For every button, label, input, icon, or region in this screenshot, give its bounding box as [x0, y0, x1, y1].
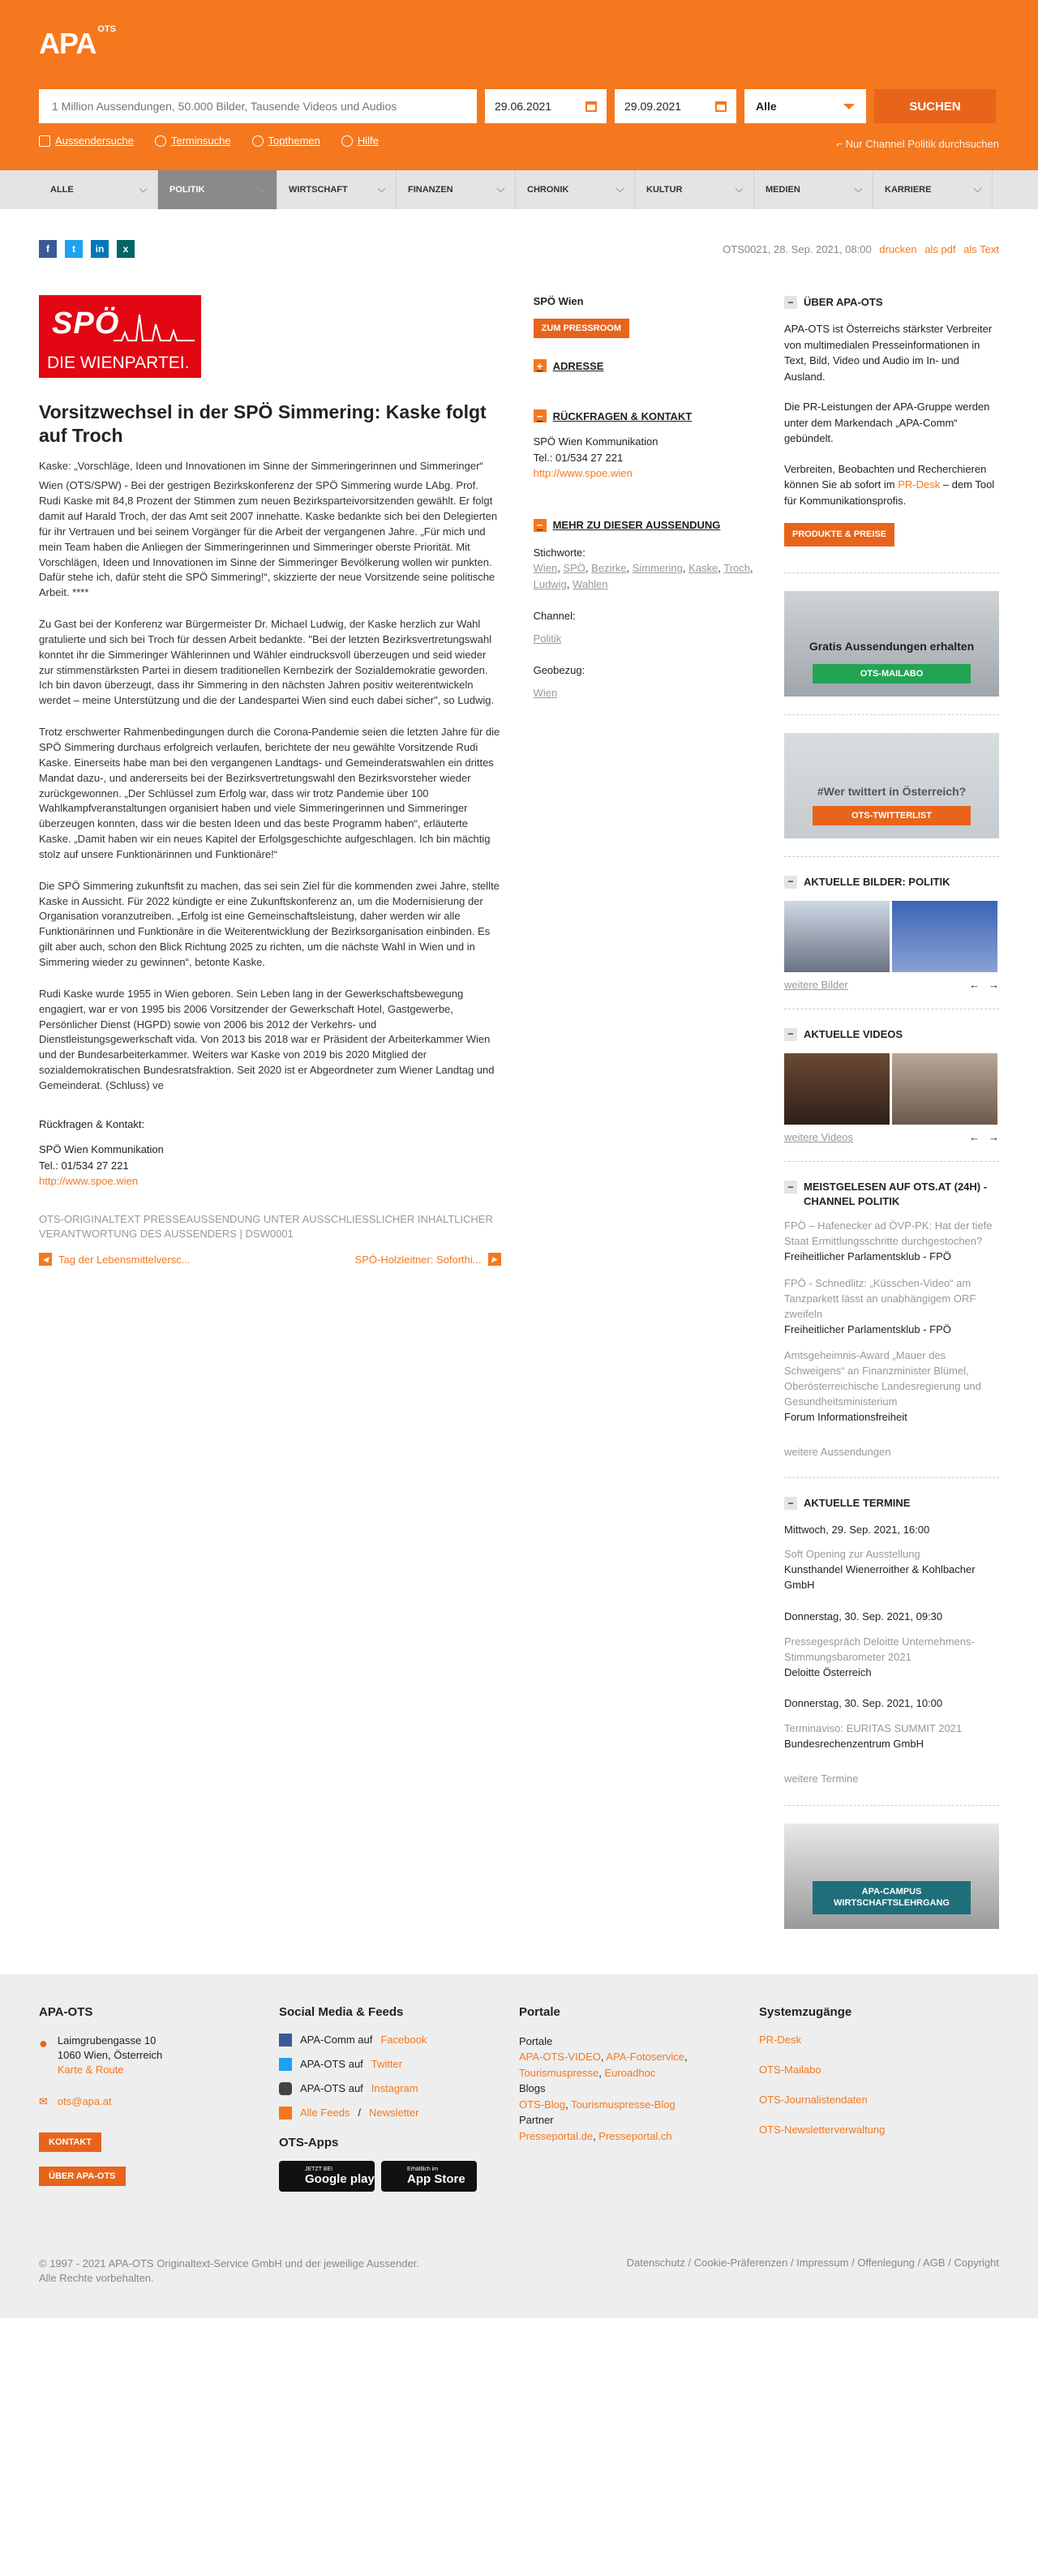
info-icon [341, 135, 353, 147]
spo-logo-line2: DIE WIENPARTEI. [47, 354, 190, 372]
divider [784, 856, 999, 857]
footer-apa [39, 2005, 279, 2192]
about-title: ÜBER APA-OTS [804, 296, 883, 308]
event-title[interactable]: Soft Opening zur Ausstellung [784, 1548, 920, 1561]
channel-label: Channel: [533, 610, 576, 622]
events-title: AKTUELLE TERMINE [804, 1497, 911, 1510]
calendar-icon [715, 101, 727, 112]
most-read-header[interactable] [784, 1180, 999, 1209]
facebook-icon[interactable]: f [39, 240, 57, 258]
copyright-line1: © 1997 - 2021 APA-OTS Originaltext-Service GmbH und der jeweilige Aussender. [39, 2257, 419, 2270]
event-title[interactable]: Pressegespräch Deloitte Unternehmens-Stimmungsbarometer 2021 [784, 1635, 975, 1663]
pdf-link[interactable]: als pdf [924, 242, 956, 255]
footer-systems [759, 2005, 999, 2192]
article-contact [39, 1117, 501, 1189]
apa-ots-logo[interactable] [39, 24, 116, 58]
tab-label: FINANZEN [408, 185, 453, 195]
contact-name: SPÖ Wien Kommunikation [39, 1143, 164, 1156]
sender-contact-tel: Tel.: 01/534 27 221 [533, 451, 624, 464]
date-to-value: 29.09.2021 [624, 100, 682, 113]
about-header[interactable] [784, 295, 999, 310]
image-thumb[interactable] [784, 901, 890, 972]
next-article-link[interactable] [355, 1253, 501, 1266]
system-link[interactable]: PR-Desk [759, 2033, 802, 2046]
keywords-label: Stichworte: [533, 546, 585, 559]
more-events-link[interactable]: weitere Termine [784, 1772, 859, 1785]
copyright-row [39, 2257, 999, 2286]
terminsuche-label: Terminsuche [170, 135, 231, 147]
social-row [279, 2082, 519, 2095]
minus-icon: − [784, 876, 797, 889]
terminsuche-link[interactable] [155, 135, 231, 147]
print-link[interactable]: drucken [879, 242, 917, 255]
chevron-down-icon [855, 184, 863, 192]
badge-big: App Store [407, 2171, 465, 2186]
tab-label: KARRIERE [885, 185, 932, 195]
image-thumb[interactable] [892, 901, 997, 972]
video-thumbs [784, 1053, 999, 1125]
blog-link[interactable]: OTS-Blog [519, 2098, 566, 2111]
keyword-link[interactable]: SPÖ [563, 562, 585, 574]
article-paragraph: Wien (OTS/SPW) - Bei der gestrigen Bezirkskonferenz der SPÖ Simmering wurde LAbg. Prof. Rudi Kaske mit 84,8 Prozent der Stimmen zum neuen Bezirksparteivorsitzenden gewählt. Er folgt damit auf Harald Troch, der das Amt seit 2007 innehatte. Kaske bedankte sich bei den Delegierten für ihr Vertrauen und bei seinem Vorgänger für die Arbeit der vergangenen Jahre. „Für mich und mein Team haben die Anliegen der Simmeringerinnen und Simmeringer oberste Priorität. Mit Vorschlägen, Ideen und Innovationen im Sinne der Simmeringer Bevölkerung wollen wir punkten. Dafür stehe ich, dafür steht die SPÖ Simmering!“, skizzierte der neue Vorsitzende seine politische Arbeit. **** [39, 479, 498, 599]
minus-icon: − [784, 296, 797, 309]
more-label: MEHR ZU DIESER AUSSENDUNG [552, 519, 721, 531]
sender-contact [534, 434, 754, 482]
logo-text: APA [39, 27, 97, 60]
channel-only-checkbox[interactable]: ⌐ Nur Channel Politik durchsuchen [836, 138, 999, 150]
social-pre: APA-OTS auf [300, 2081, 363, 2094]
disclaimer: OTS-ORIGINALTEXT PRESSEAUSSENDUNG UNTER AUSSCHLIESSLICHER INHALTLICHER VERANTWORTUNG DES AUSSENDERS | DSW0001 [39, 1212, 493, 1240]
portal-link[interactable]: APA-Fotoservice [606, 2051, 684, 2064]
promo-text: #Wer twittert in Österreich? [817, 784, 967, 798]
tab-label: POLITIK [169, 185, 205, 195]
sender-contact-url[interactable]: http://www.spoe.wien [533, 467, 633, 479]
events-header[interactable] [784, 1496, 999, 1511]
keyword-link[interactable]: Simmering [632, 562, 683, 574]
about-text [784, 321, 999, 546]
tab-chronik[interactable] [516, 170, 635, 209]
pressroom-button[interactable]: ZUM PRESSROOM [534, 319, 629, 338]
chevron-down-icon [378, 184, 386, 192]
legal-link[interactable]: Offenlegung [857, 2256, 915, 2269]
blog-link[interactable]: Tourismuspresse-Blog [571, 2098, 676, 2111]
mailabo-promo[interactable] [784, 591, 999, 697]
linkedin-icon[interactable]: in [91, 240, 109, 258]
pr-desk-link[interactable]: PR-Desk [898, 478, 941, 491]
aussendersuche-link[interactable] [39, 135, 134, 147]
share-buttons [39, 240, 135, 258]
calendar-icon [585, 101, 597, 112]
portal-link[interactable]: Tourismuspresse [519, 2066, 599, 2079]
about-button[interactable]: ÜBER APA-OTS [39, 2167, 126, 2186]
more-toggle[interactable] [534, 519, 754, 532]
event-date: Mittwoch, 29. Sep. 2021, 16:00 [784, 1523, 930, 1536]
images-title: AKTUELLE BILDER: POLITIK [804, 875, 950, 888]
partner-link[interactable]: Presseportal.ch [598, 2129, 672, 2142]
footer-title: Systemzugänge [759, 2004, 852, 2019]
email-link[interactable]: ots@apa.at [57, 2095, 112, 2108]
aussendersuche-label: Aussendersuche [55, 135, 134, 147]
legal-link[interactable]: Cookie-Präferenzen [693, 2256, 788, 2269]
keyword-link[interactable]: Wahlen [573, 577, 608, 590]
article-meta [723, 243, 999, 255]
contact-button[interactable]: KONTAKT [39, 2132, 101, 2152]
about-p2: Die PR-Leistungen der APA-Gruppe werden unter dem Markendach „APA-Comm“ gebündelt. [784, 401, 990, 445]
hilfe-label: Hilfe [357, 135, 379, 147]
tab-label: WIRTSCHAFT [289, 185, 348, 195]
contact-tel: Tel.: 01/534 27 221 [39, 1159, 129, 1172]
geo-label: Geobezug: [533, 664, 585, 676]
arrow-left-icon: ◀ [39, 1253, 52, 1266]
badge-small: Erhältlich im [407, 2166, 439, 2172]
facebook-link[interactable]: Facebook [380, 2033, 427, 2046]
carousel-arrows [969, 979, 999, 991]
contact-label: RÜCKFRAGEN & KONTAKT [552, 409, 693, 422]
minus-icon: − [534, 409, 547, 422]
divider [784, 714, 999, 715]
address-line1: Laimgrubengasse 10 [57, 2034, 157, 2047]
minus-icon: − [784, 1181, 797, 1194]
carousel-arrows [969, 1131, 999, 1143]
footer-social [279, 2005, 519, 2192]
tab-label: MEDIEN [766, 185, 800, 195]
event-org: Deloitte Österreich [784, 1665, 872, 1678]
search-button[interactable]: SUCHEN [874, 89, 996, 123]
hilfe-link[interactable] [341, 135, 379, 147]
category-nav [0, 170, 1038, 209]
footer-title: Social Media & Feeds [279, 2004, 404, 2019]
keyword-link[interactable]: Wien [533, 562, 558, 574]
tab-karriere[interactable] [873, 170, 993, 209]
date-to-field[interactable] [615, 89, 736, 123]
copyright-line2: Alle Rechte vorbehalten. [39, 2271, 154, 2284]
twitterlist-promo[interactable] [784, 733, 999, 838]
portale-label: Portale [519, 2034, 553, 2047]
contact-title: Rückfragen & Kontakt: [39, 1117, 145, 1130]
article-paragraph: Trotz erschwerter Rahmenbedingungen durch die Corona-Pandemie seien die letzten Jahre für die SPÖ Simmering durchaus erfolgreich verlaufen, berichtete der neu gewählte Vorsitzende Rudi Kaske. Einerseits habe man bei den vergangenen Landtags- und Gemeinderatswahlen ein drittes Mandat dazu-, und andererseits bei der Bezirksvertretungswahl den Bezirksvorsteher wieder zurückgewonnen. „Der Schlüssel zum Erfolg war, dass wir trotz Pandemie über 100 Wahlkampfveranstaltungen organisiert haben und viele Simmeringerinnen und Simmeringer überzeugen konnten, dass wir die besten Ideen und das beste Programm haben“, erläuterte Kaske. „Damit haben wir ein neues Kapitel der Erfolgsgeschichte aufgeschlagen. Ich bin mächtig stolz auf unsere Funktionärinnen und Funktionäre!“ [39, 726, 500, 860]
badge-big: Google play [305, 2171, 375, 2186]
spo-logo-line1: SPÖ [52, 306, 120, 341]
article [39, 282, 501, 1974]
instagram-icon [279, 2082, 292, 2095]
most-read-sender: Forum Informationsfreiheit [784, 1410, 907, 1423]
article-headline: Vorsitzwechsel in der SPÖ Simmering: Kaske folgt auf Troch [39, 401, 487, 446]
article-pager [39, 1253, 501, 1266]
most-read-item[interactable]: Amtsgeheimnis-Award „Mauer des Schweigens“ an Finanzminister Blümel, Oberösterreichische Landesregierung und Gesundheitsministerium [784, 1349, 981, 1408]
keyword-link[interactable]: Ludwig [533, 577, 567, 590]
about-p1: APA-OTS ist Österreichs stärkster Verbreiter von multimedialen Presseinformationen in Text, Bild, Video und Audio im In- und Ausland. [784, 323, 993, 383]
blogs-label: Blogs [519, 2082, 546, 2095]
legal-link[interactable]: Copyright [954, 2256, 999, 2269]
social-row [279, 2058, 519, 2071]
arrow-left-icon[interactable]: ← [969, 978, 980, 991]
partner-label: Partner [519, 2114, 554, 2127]
app-store-badge[interactable] [381, 2161, 477, 2192]
most-read-list [784, 1219, 999, 1459]
portal-link[interactable]: APA-OTS-VIDEO [519, 2051, 601, 2064]
image-thumbs [784, 901, 999, 972]
tag-icon [252, 135, 264, 147]
category-select-value: Alle [756, 100, 777, 113]
about-p3-pre: Verbreiten, Beobachten und Recherchieren können Sie ab sofort im [784, 462, 987, 491]
geo-link[interactable]: Wien [533, 686, 558, 699]
event-org: Kunsthandel Wienerroither & Kohlbacher GmbH [784, 1563, 976, 1592]
events-list [784, 1523, 999, 1787]
legal-link[interactable]: Datenschutz [626, 2256, 685, 2269]
most-read-item[interactable]: FPÖ – Hafenecker ad ÖVP-PK: Hat der tiefe Staat Ermittlungsschritte durchgestochen? [784, 1219, 993, 1248]
system-link[interactable]: OTS-Journalistendaten [759, 2093, 868, 2106]
images-nav [784, 979, 999, 991]
clock-icon [155, 135, 166, 147]
products-button[interactable]: PRODUKTE & PREISE [784, 523, 894, 546]
xing-icon[interactable]: x [117, 240, 135, 258]
social-pre: APA-Comm auf [300, 2033, 373, 2046]
article-lead: Kaske: „Vorschläge, Ideen und Innovationen im Sinne der Simmeringerinnen und Simmeringer“ [39, 459, 483, 472]
app-badges [279, 2161, 519, 2192]
images-header[interactable] [784, 875, 999, 889]
header-links [39, 135, 379, 147]
most-read-item[interactable]: FPÖ - Schnedlitz: „Küsschen-Video“ am Tanzparkett lässt an unabhängigem ORF zweifeln [784, 1276, 976, 1320]
legal-link[interactable]: AGB [923, 2256, 946, 2269]
skyline-icon [114, 308, 195, 344]
divider [784, 1805, 999, 1806]
plus-icon: + [534, 359, 547, 372]
system-link[interactable]: OTS-Mailabo [759, 2063, 821, 2076]
footer-address [39, 2034, 279, 2078]
sender-contact-name: SPÖ Wien Kommunikation [533, 435, 658, 448]
twitter-link[interactable]: Twitter [371, 2057, 403, 2070]
tab-kultur[interactable] [635, 170, 754, 209]
video-thumb[interactable] [784, 1053, 890, 1125]
chevron-down-icon [843, 104, 855, 109]
minus-icon: − [534, 519, 547, 532]
tab-medien[interactable] [754, 170, 873, 209]
feeds-row: Alle Feeds / Newsletter [279, 2107, 519, 2120]
facebook-icon [279, 2034, 292, 2047]
topthemen-label: Topthemen [268, 135, 320, 147]
tab-label: KULTUR [646, 185, 683, 195]
event-date: Donnerstag, 30. Sep. 2021, 10:00 [784, 1697, 943, 1710]
article-paragraph: Zu Gast bei der Konferenz war Bürgermeister Dr. Michael Ludwig, der Kaske herzlich zur Wahl gratulierte und sich bei Troch für dessen Arbeit bedankte. "Bei der letzten Bezirksvertretungswahl konntet ihr die Simmeringer Wählerinnen und Wähler eindrucksvoll überzeugen und seid wieder zur stimmenstärksten Partei in diesem traditionellen Kernbezirk der Sozialdemokratie geworden. Ich bin davon überzeugt, dass ihr Simmering in den nächsten Jahren positiv weiterentwickeln werdet – meine Unterstützung und die der Landespartei Wien sind euch dabei sicher", so Ludwig. [39, 618, 495, 707]
sender-box [534, 282, 754, 1974]
sender-name: SPÖ Wien [533, 295, 584, 307]
article-paragraph: Rudi Kaske wurde 1955 in Wien geboren. Sein Leben lang in der Gewerkschaftsbewegung engagiert, war er von 1995 bis 2006 Vorsitzender der Gewerkschaft Hotel, Gastgewerbe, Persönlicher Dienst (HGPD) sowie von 2006 bis 2012 der Verkehrs- und Dienstleistungsgewerkschaft vida. Von 2013 bis 2018 war er Präsident der Arbeiterkammer Wien und der Bundesarbeiterkammer. Weiters war Kaske von 2019 bis 2020 Mitglied der sozialdemokratischen Bundesratsfraktion. Seit 2020 ist er Abgeordneter zum Wiener Landtag und Gemeinderat. (Schluss) ve [39, 987, 495, 1091]
route-link[interactable]: Karte & Route [57, 2064, 124, 2077]
campus-line2: WIRTSCHAFTSLEHRGANG [834, 1898, 950, 1909]
mail-icon: ✉ [39, 2095, 48, 2108]
article-paragraph: Die SPÖ Simmering zukunftsfit zu machen, das sei sein Ziel für die kommenden zwei Jahre, stellte Kaske in Aussicht. Für 2022 kündigte er eine Zukunftskonferenz an, um die Modernisierung der Organisation voranzutreiben. „Erfolg ist eine Gemeinschaftsleistung, daher werden wir alle Funktionärinnen und Funktionäre in die Weiterentwicklung der Bezirksorganisation einbinden. Es gilt aber auch, schon den Blick Richtung 2025 zu richten, um die nächste Wahl in Wien und in Simmering wieder zu gewinnen“, betonte Kaske. [39, 879, 500, 968]
building-icon [39, 135, 50, 147]
legal-links: Datenschutz / Cookie-Präferenzen / Impressum / Offenlegung / AGB / Copyright [626, 2256, 999, 2269]
apps-title: OTS-Apps [279, 2135, 339, 2150]
channel-only-label: Nur Channel Politik durchsuchen [845, 138, 999, 150]
keyword-link[interactable]: Troch [723, 562, 750, 574]
footer-email [39, 2095, 279, 2108]
most-read-sender: Freiheitlicher Parlamentsklub - FPÖ [784, 1250, 951, 1263]
arrow-right-icon[interactable]: → [989, 978, 999, 991]
twitter-icon[interactable]: t [65, 240, 83, 258]
about-p3-post: – dem Tool für Kommunikationsprofis. [784, 478, 995, 507]
arrow-right-icon[interactable]: → [989, 1131, 999, 1144]
most-read-sender: Freiheitlicher Parlamentsklub - FPÖ [784, 1322, 951, 1335]
tab-wirtschaft[interactable] [277, 170, 397, 209]
site-footer [0, 1974, 1038, 2318]
twitterlist-button[interactable]: OTS-TWITTERLIST [813, 806, 971, 825]
legal-link[interactable]: Impressum [796, 2256, 849, 2269]
system-link[interactable]: OTS-Newsletterverwaltung [759, 2123, 886, 2136]
ots-id: OTS0021, 28. Sep. 2021, 08:00 [723, 242, 872, 255]
tab-alle[interactable] [39, 170, 158, 209]
channel-link[interactable]: Politik [533, 632, 562, 645]
date-from-field[interactable] [485, 89, 607, 123]
keyword-link[interactable]: Bezirke [591, 562, 627, 574]
portal-link[interactable]: Euroadhoc [604, 2066, 656, 2079]
prev-article-link[interactable] [39, 1253, 191, 1266]
campus-promo[interactable] [784, 1824, 999, 1929]
chevron-down-icon [259, 184, 267, 192]
search-bar [39, 89, 996, 123]
chevron-down-icon [497, 184, 505, 192]
footer-columns [39, 2005, 999, 2192]
contact-url[interactable]: http://www.spoe.wien [39, 1175, 139, 1188]
next-article-title: SPÖ-Holzleitner: Soforthi... [354, 1253, 482, 1266]
videos-nav [784, 1131, 999, 1143]
location-pin-icon: ● [39, 2034, 48, 2051]
partner-link[interactable]: Presseportal.de [519, 2129, 594, 2142]
tab-politik[interactable] [158, 170, 277, 209]
promo-text: Gratis Aussendungen erhalten [809, 639, 975, 653]
mailabo-button[interactable]: OTS-MAILABO [813, 664, 971, 684]
main-content [0, 266, 1038, 1974]
address-toggle[interactable] [534, 359, 754, 372]
event-org: Bundesrechenzentrum GmbH [784, 1738, 924, 1751]
keyword-link[interactable]: Kaske [688, 562, 718, 574]
social-pre: APA-OTS auf [300, 2057, 363, 2070]
videos-header[interactable] [784, 1027, 999, 1042]
event-title[interactable]: Terminaviso: EURITAS SUMMIT 2021 [784, 1722, 963, 1735]
contact-toggle[interactable] [534, 409, 754, 422]
prev-article-title: Tag der Lebensmittelversc... [58, 1253, 191, 1266]
sidebar [784, 282, 999, 1974]
more-images-link[interactable]: weitere Bilder [784, 978, 848, 991]
footer-title: APA-OTS [39, 2004, 93, 2019]
most-read-title: MEISTGELESEN AUF OTS.AT (24H) - CHANNEL POLITIK [804, 1181, 988, 1208]
social-row [279, 2034, 519, 2047]
chevron-down-icon [974, 184, 982, 192]
tab-finanzen[interactable] [397, 170, 516, 209]
more-videos-link[interactable]: weitere Videos [784, 1131, 854, 1144]
google-play-badge[interactable] [279, 2161, 375, 2192]
footer-title: Portale [519, 2004, 560, 2019]
topthemen-link[interactable] [252, 135, 320, 147]
category-select[interactable] [744, 89, 866, 123]
address-line2: 1060 Wien, Österreich [57, 2048, 163, 2061]
divider [784, 572, 999, 573]
divider [784, 1161, 999, 1162]
search-input[interactable] [39, 89, 477, 123]
arrow-right-icon: ▶ [488, 1253, 501, 1266]
video-thumb[interactable] [892, 1053, 997, 1125]
tab-label: CHRONIK [527, 185, 569, 195]
footer-portals: Portale Portale APA-OTS-VIDEO, APA-Fotoservice, Tourismuspresse, Euroadhoc Blogs OTS-Blog, Tourismuspresse-Blog Partner Presseportal.de, Presseportal.ch [519, 2005, 759, 2192]
share-row [0, 209, 1038, 266]
article-body [39, 478, 501, 1093]
rss-icon [279, 2107, 292, 2120]
minus-icon: − [784, 1497, 797, 1510]
site-header [0, 0, 1038, 170]
videos-title: AKTUELLE VIDEOS [804, 1027, 903, 1040]
feeds-link[interactable]: Alle Feeds [300, 2106, 350, 2119]
chevron-down-icon [616, 184, 624, 192]
tab-label: ALLE [50, 185, 74, 195]
twitter-icon [279, 2058, 292, 2071]
newsletter-link[interactable]: Newsletter [369, 2106, 419, 2119]
minus-icon: − [784, 1028, 797, 1041]
event-date: Donnerstag, 30. Sep. 2021, 09:30 [784, 1609, 943, 1622]
badge-small: JETZT BEI [305, 2166, 333, 2172]
campus-line1: APA-CAMPUS [861, 1887, 922, 1897]
arrow-left-icon[interactable]: ← [969, 1131, 980, 1144]
text-link[interactable]: als Text [963, 242, 999, 255]
divider [784, 1477, 999, 1478]
chevron-down-icon [139, 184, 148, 192]
more-releases-link[interactable]: weitere Aussendungen [784, 1445, 891, 1458]
instagram-link[interactable]: Instagram [371, 2081, 418, 2094]
chevron-down-icon [736, 184, 744, 192]
campus-button[interactable] [813, 1881, 971, 1914]
keywords: Stichworte: Wien, SPÖ, Bezirke, Simmering, Kaske, Troch, Ludwig, Wahlen Channel: Politik Geobezug: Wien [533, 546, 753, 699]
spo-logo [39, 295, 201, 378]
logo-suffix: OTS [97, 24, 116, 34]
address-label: ADRESSE [552, 359, 604, 372]
date-from-value: 29.06.2021 [495, 100, 552, 113]
